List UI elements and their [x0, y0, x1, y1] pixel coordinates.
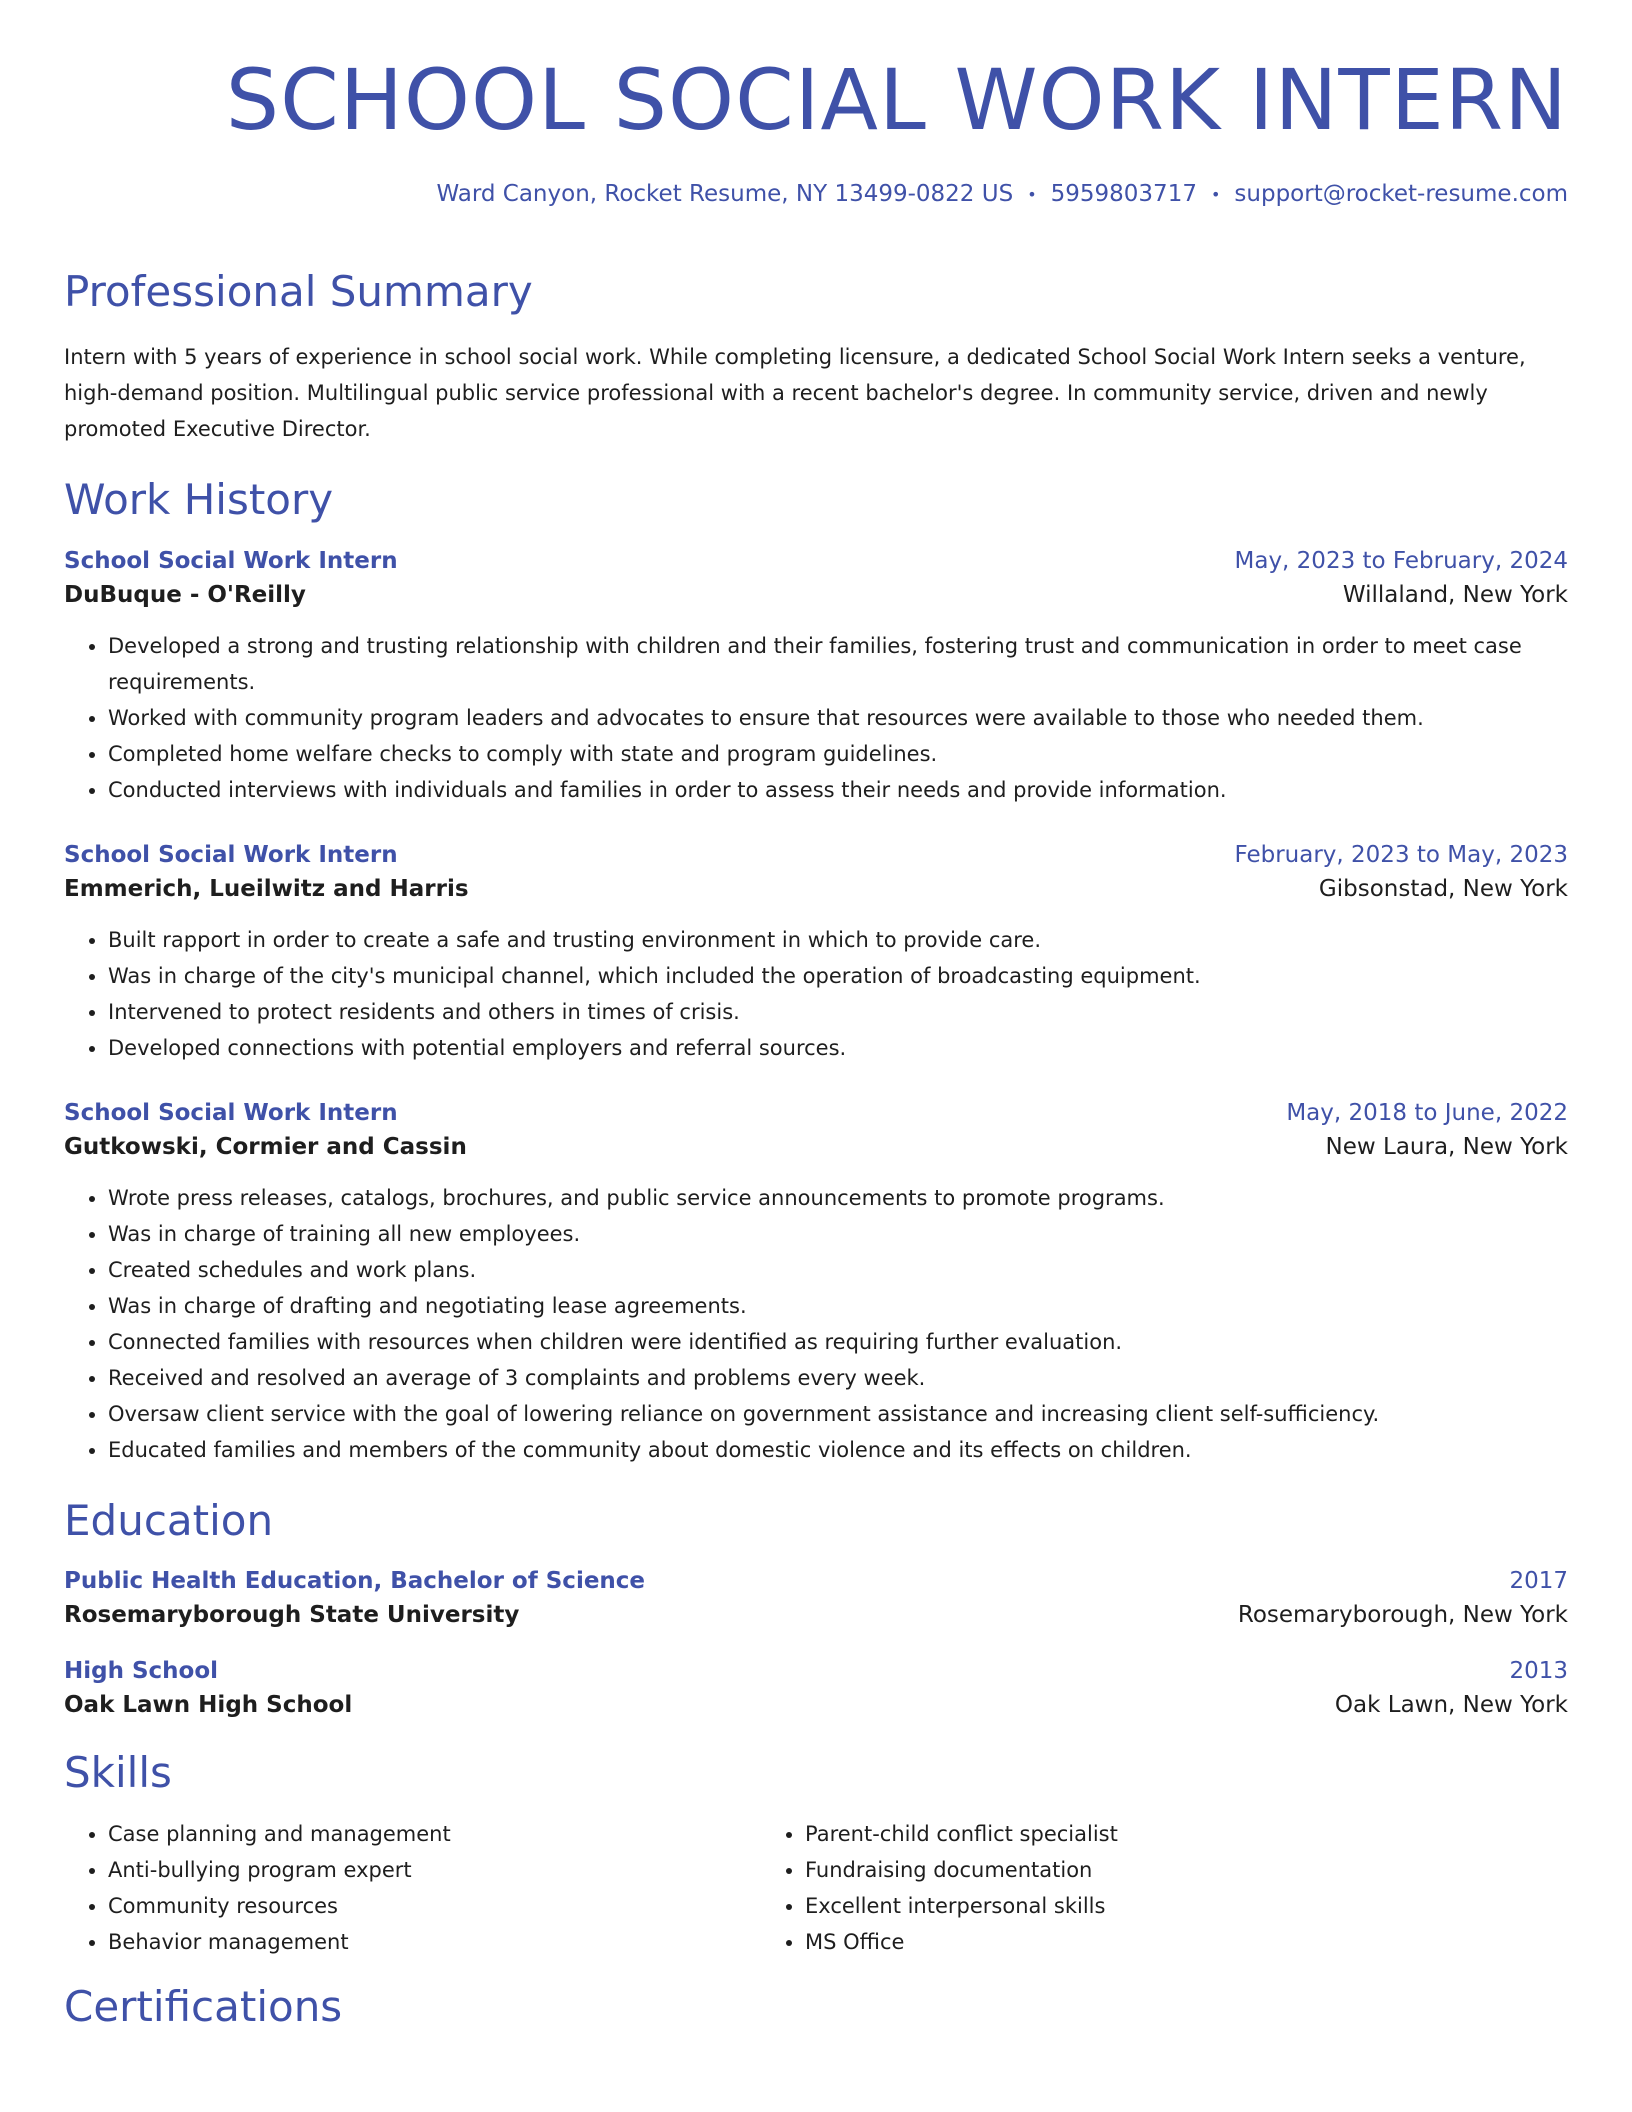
- bullet-separator: •: [1027, 184, 1037, 204]
- job-location: Willaland, New York: [1342, 581, 1568, 608]
- skill-item: • Case planning and management: [108, 1816, 761, 1852]
- job-location: Gibsonstad, New York: [1318, 875, 1568, 902]
- education-school-row: [64, 1594, 1568, 1628]
- job-header-row: [64, 842, 1568, 868]
- job-entry: [64, 1100, 1568, 1468]
- education-header-row: [64, 1568, 1568, 1594]
- contact-email: support@rocket-resume.com: [1234, 180, 1568, 207]
- education-year: 2013: [1509, 1657, 1568, 1684]
- education-degree: High School: [64, 1657, 219, 1684]
- job-bullet: • Created schedules and work plans.: [108, 1252, 1568, 1288]
- job-role: School Social Work Intern: [64, 841, 398, 868]
- skill-item: • Fundraising documentation: [805, 1852, 1458, 1888]
- job-org-row: [64, 868, 1568, 902]
- job-bullet: • Worked with community program leaders and advocates to ensure that resources were available to those who needed them.: [108, 700, 1568, 736]
- education-header-row: [64, 1658, 1568, 1684]
- certifications-heading: Certifications: [64, 1982, 343, 2032]
- education-year: 2017: [1509, 1567, 1568, 1594]
- job-bullet: • Intervened to protect residents and others in times of crisis.: [108, 994, 1568, 1030]
- job-company: Gutkowski, Cormier and Cassin: [64, 1133, 467, 1160]
- job-bullet: • Oversaw client service with the goal of lowering reliance on government assistance and increasing client self-sufficiency.: [108, 1396, 1568, 1432]
- job-location: New Laura, New York: [1325, 1133, 1568, 1160]
- work-history-heading: Work History: [64, 475, 334, 525]
- job-bullet: • Completed home welfare checks to comply with state and program guidelines.: [108, 736, 1568, 772]
- job-bullet: • Developed connections with potential employers and referral sources.: [108, 1030, 1568, 1066]
- contact-phone: 5959803717: [1050, 180, 1197, 207]
- job-bullets: [64, 922, 1568, 1066]
- job-bullet: • Was in charge of drafting and negotiating lease agreements.: [108, 1288, 1568, 1324]
- job-entry: [64, 842, 1568, 1066]
- skills-list-left: [64, 1816, 761, 1960]
- job-bullet: • Was in charge of the city's municipal channel, which included the operation of broadcasting equipment.: [108, 958, 1568, 994]
- education-school: Rosemaryborough State University: [64, 1601, 520, 1628]
- job-bullet: • Developed a strong and trusting relationship with children and their families, fostering trust and communication in order to meet case requirements.: [108, 628, 1568, 700]
- job-bullets: [64, 628, 1568, 808]
- job-header-row: [64, 548, 1568, 574]
- job-bullet: • Educated families and members of the community about domestic violence and its effects on children.: [108, 1432, 1568, 1468]
- job-bullet: • Connected families with resources when children were identified as requiring further evaluation.: [108, 1324, 1568, 1360]
- job-company: DuBuque - O'Reilly: [64, 581, 306, 608]
- education-entry: [64, 1568, 1568, 1628]
- summary-heading: Professional Summary: [64, 266, 533, 316]
- skill-item: • Behavior management: [108, 1924, 761, 1960]
- contact-line: [64, 181, 1568, 207]
- skills-columns: [64, 1816, 1568, 1960]
- education-heading: Education: [64, 1495, 274, 1545]
- job-company: Emmerich, Lueilwitz and Harris: [64, 875, 469, 902]
- job-org-row: [64, 1126, 1568, 1160]
- job-entry: [64, 548, 1568, 808]
- job-org-row: [64, 574, 1568, 608]
- skills-list-right: [761, 1816, 1458, 1960]
- skill-item: • Anti-bullying program expert: [108, 1852, 761, 1888]
- education-school: Oak Lawn High School: [64, 1691, 353, 1718]
- job-bullets: [64, 1180, 1568, 1468]
- education-location: Rosemaryborough, New York: [1237, 1601, 1568, 1628]
- bullet-separator: •: [1210, 184, 1221, 204]
- job-dates: May, 2018 to June, 2022: [1286, 1099, 1568, 1126]
- job-role: School Social Work Intern: [64, 1099, 398, 1126]
- job-dates: May, 2023 to February, 2024: [1234, 547, 1568, 574]
- summary-text: Intern with 5 years of experience in school social work. While completing licensure, a dedicated School Social Work Intern seeks a venture, high-demand position. Multilingual public service professional with a recent bachelor's degree. In community service, driven and newly promoted Executive Director.: [64, 345, 1526, 442]
- job-bullet: • Wrote press releases, catalogs, brochures, and public service announcements to promote programs.: [108, 1180, 1568, 1216]
- contact-address: Ward Canyon, Rocket Resume, NY 13499-0822 US: [436, 180, 1014, 207]
- education-school-row: [64, 1684, 1568, 1718]
- skill-item: • MS Office: [805, 1924, 1458, 1960]
- skills-heading: Skills: [64, 1747, 172, 1797]
- skill-item: • Parent-child conflict specialist: [805, 1816, 1458, 1852]
- job-header-row: [64, 1100, 1568, 1126]
- education-entry: [64, 1658, 1568, 1718]
- skill-item: • Excellent interpersonal skills: [805, 1888, 1458, 1924]
- job-role: School Social Work Intern: [64, 547, 398, 574]
- candidate-name: SCHOOL SOCIAL WORK INTERN: [225, 51, 1568, 149]
- skill-item: • Community resources: [108, 1888, 761, 1924]
- job-dates: February, 2023 to May, 2023: [1234, 841, 1568, 868]
- education-location: Oak Lawn, New York: [1334, 1691, 1568, 1718]
- job-bullet: • Built rapport in order to create a safe and trusting environment in which to provide care.: [108, 922, 1568, 958]
- job-bullet: • Conducted interviews with individuals and families in order to assess their needs and provide information.: [108, 772, 1568, 808]
- resume-header: [64, 0, 1568, 207]
- education-degree: Public Health Education, Bachelor of Science: [64, 1567, 646, 1594]
- job-bullet: • Received and resolved an average of 3 complaints and problems every week.: [108, 1360, 1568, 1396]
- job-bullet: • Was in charge of training all new employees.: [108, 1216, 1568, 1252]
